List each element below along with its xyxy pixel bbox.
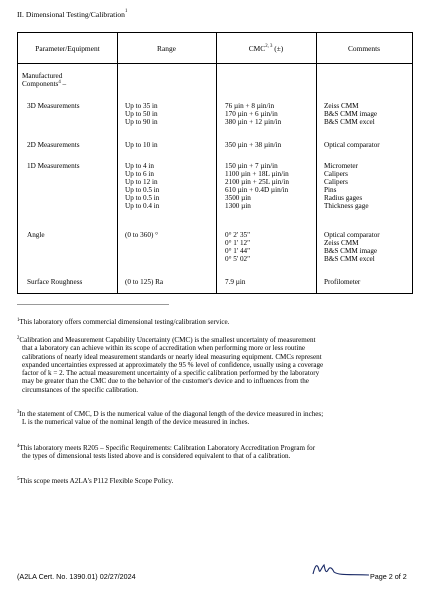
cell-comments <box>324 141 380 149</box>
footnote-line: This laboratory offers commercial dimensional testing/calibration service. <box>19 318 230 326</box>
cell-cmc-line: 150 µin + 7 µin/in <box>225 162 278 170</box>
cell-parameter: 3D Measurements <box>27 102 80 110</box>
footnote-mark: 5 <box>17 477 20 482</box>
cell-range <box>125 278 163 286</box>
cell-cmc-line: 0° 2' 35" <box>225 231 251 239</box>
cell-comments-line: B&S CMM excel <box>324 118 375 127</box>
cell-parameter: Surface Roughness <box>27 278 83 286</box>
footnote-4 <box>17 444 409 461</box>
cell-cmc-line: 0° 1' 44" <box>225 247 251 256</box>
footnote-mark: 4 <box>17 444 20 449</box>
footnote-5 <box>17 477 409 485</box>
cell-cmc-line: 350 µin + 38 µin/in <box>225 141 282 149</box>
cell-range <box>125 141 158 149</box>
cell-range-line: Up to 90 in <box>125 118 158 127</box>
cell-range <box>125 102 158 126</box>
cell-cmc <box>225 141 281 149</box>
header-comments: Comments <box>347 44 381 53</box>
cell-cmc-line: 610 µin + 0.4D µin/in <box>225 186 289 195</box>
footnote-mark: 4 <box>58 80 61 86</box>
cell-cmc-line: 7.9 µin <box>225 278 246 286</box>
cell-comments-line: Optical comparator <box>324 141 380 149</box>
footnote-line: calibrations of nearly ideal measurement standards or nearly ideal measuring equipment. CMCs represent <box>22 352 322 361</box>
header-cmc-text: CMC <box>248 44 266 53</box>
footnote-line: may be greater than the CMC due to the behavior of the customer's device and to influences from the <box>22 377 309 386</box>
cell-cmc-line: 0° 5' 02" <box>225 255 251 264</box>
cell-range-line: Up to 50 in <box>125 110 158 119</box>
footnote-line: L is the numerical value of the nominal length of the device measured in inches. <box>22 418 250 427</box>
cell-range <box>125 231 158 239</box>
cell-comments-line: Zeiss CMM <box>324 102 359 110</box>
cell-range-line: Up to 4 in <box>125 162 154 170</box>
footer-page: Page 2 of 2 <box>370 572 407 581</box>
group-label-line1: Manufactured <box>22 72 63 80</box>
footnote-line: factor of k = 2. The actual measurement uncertainty of a specific calibration performed by the laboratory <box>22 369 320 378</box>
cell-comments-line: Calipers <box>324 170 348 179</box>
footnote-mark: 3 <box>17 410 20 415</box>
cell-range-line: Up to 35 in <box>125 102 158 110</box>
group-label <box>22 72 66 88</box>
section-title <box>17 10 127 19</box>
header-cmc <box>216 44 316 53</box>
cell-cmc-line: 2100 µin + 25L µin/in <box>225 178 289 187</box>
cell-range-line: Up to 0.5 in <box>125 194 160 203</box>
section-title-text: II. Dimensional Testing/Calibration <box>17 10 125 19</box>
cell-comments-line: Thickness gage <box>324 202 369 211</box>
cell-cmc <box>225 102 281 126</box>
cell-cmc <box>225 231 250 263</box>
group-label-line2: Components <box>22 80 59 89</box>
cell-range-line: Up to 6 in <box>125 170 154 179</box>
cell-range-line: Up to 0.5 in <box>125 186 160 195</box>
cell-comments <box>324 231 380 263</box>
cell-comments-line: B&S CMM image <box>324 110 378 119</box>
column-divider <box>216 33 217 293</box>
cell-comments-line: Profilometer <box>324 278 361 286</box>
cell-range-line: (0 to 360) ° <box>125 231 159 239</box>
footnote-3 <box>17 410 409 427</box>
header-cmc-suffix: (±) <box>274 44 284 53</box>
footnote-1 <box>17 318 409 326</box>
footnote-line: circumstances of the specific calibration. <box>22 385 139 394</box>
footnote-mark: 2 <box>17 336 20 341</box>
scope-table <box>17 32 413 294</box>
cell-comments-line: Micrometer <box>324 162 358 170</box>
column-divider <box>316 33 317 293</box>
cell-comments <box>324 162 369 211</box>
cell-range <box>125 162 159 211</box>
cell-comments-line: Optical comparator <box>324 231 380 239</box>
cell-range-line: Up to 12 in <box>125 178 158 187</box>
footnote-line: This scope meets A2LA's P112 Flexible Scope Policy. <box>19 477 174 485</box>
cell-range-line: Up to 10 in <box>125 141 158 149</box>
footnote-line: the types of dimensional tests listed above and is considered equivalent to that of a calibration. <box>22 452 291 461</box>
cell-cmc-line: 1100 µin + 18L µin/in <box>225 170 289 179</box>
cell-comments-line: Radius gages <box>324 194 363 203</box>
cell-cmc <box>225 162 289 211</box>
cell-cmc-line: 76 µin + 8 µin/in <box>225 102 275 110</box>
footer-cert: (A2LA Cert. No. 1390.01) 02/27/2024 <box>17 572 136 581</box>
footnote-line: This laboratory meets R205 – Specific Requirements: Calibration Laboratory Accreditation Program for <box>19 444 316 452</box>
cell-comments <box>324 102 377 126</box>
header-cmc-marks: 2, 3 <box>265 44 273 49</box>
group-label-suffix: – <box>60 80 67 89</box>
footnote-separator <box>17 304 169 305</box>
cell-comments-line: B&S CMM excel <box>324 255 375 264</box>
cell-range-line: Up to 0.4 in <box>125 202 160 211</box>
cell-parameter: 1D Measurements <box>27 162 80 170</box>
cell-cmc-line: 380 µin + 12 µin/in <box>225 118 282 127</box>
cell-cmc-line: 3500 µin <box>225 194 251 203</box>
footnote-line: that a laboratory can achieve within its scope of accreditation when performing more or less routine <box>22 344 306 353</box>
footnote-line: expanded uncertainties expressed at approximately the 95 % level of confidence, usually using a coverage <box>22 360 324 369</box>
cell-comments-line: Zeiss CMM <box>324 239 359 248</box>
footnote-line: In the statement of CMC, D is the numerical value of the diagonal length of the device measured in inches; <box>19 410 324 418</box>
cell-comments <box>324 278 360 286</box>
footnote-mark: 1 <box>17 318 20 323</box>
cell-parameter: Angle <box>27 231 45 239</box>
footnote-mark: 1 <box>124 9 128 14</box>
cell-cmc-line: 0° 1' 12" <box>225 239 251 248</box>
cell-cmc-line: 1300 µin <box>225 202 251 211</box>
footnote-line: Calibration and Measurement Capability Uncertainty (CMC) is the smallest uncertainty of measurement <box>19 336 316 344</box>
cell-parameter: 2D Measurements <box>27 141 80 149</box>
cell-range-line: (0 to 125) Ra <box>125 278 164 286</box>
table-header-row <box>18 33 412 64</box>
header-parameter: Parameter/Equipment <box>35 44 100 53</box>
cell-comments-line: Pins <box>324 186 337 195</box>
header-range: Range <box>157 44 176 53</box>
cell-cmc <box>225 278 246 286</box>
cell-cmc-line: 170 µin + 6 µin/in <box>225 110 278 119</box>
column-divider <box>117 33 118 293</box>
cell-comments-line: Calipers <box>324 178 348 187</box>
cell-comments-line: B&S CMM image <box>324 247 378 256</box>
footnote-2 <box>17 336 409 394</box>
